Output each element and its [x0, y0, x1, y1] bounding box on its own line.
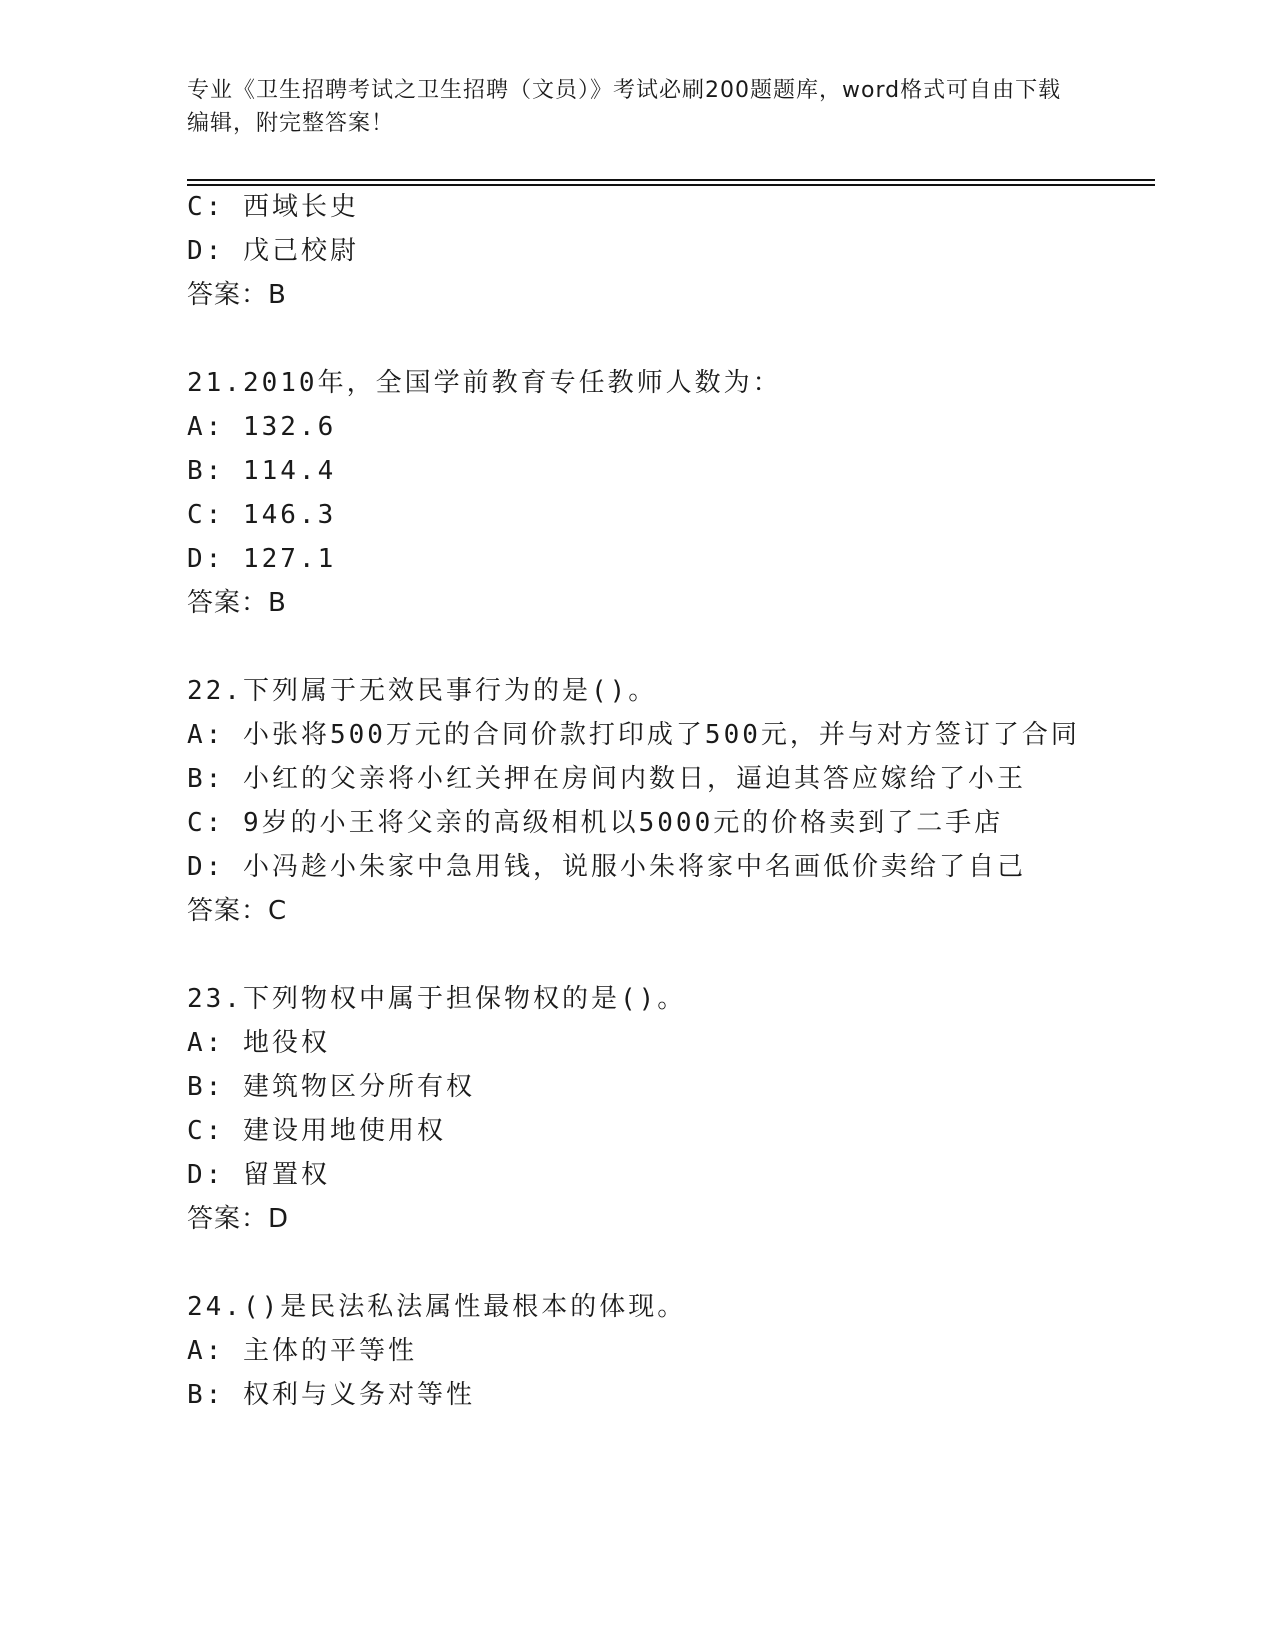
option-a: A: 132.6 [187, 412, 337, 442]
header-divider-bottom [187, 184, 1155, 186]
option-a: A: 小张将500万元的合同价款打印成了500元，并与对方签订了合同 [187, 720, 1080, 750]
option-a: A: 地役权 [187, 1028, 330, 1058]
option-d: D: 小冯趁小朱家中急用钱，说服小朱将家中名画低价卖给了自己 [187, 852, 1026, 882]
answer-line: 答案：B [187, 280, 287, 310]
question-stem: 22.下列属于无效民事行为的是()。 [187, 676, 658, 706]
header-divider-top [187, 179, 1155, 181]
option-d: D: 留置权 [187, 1160, 330, 1190]
option-c: C: 9岁的小王将父亲的高级相机以5000元的价格卖到了二手店 [187, 808, 1004, 838]
option-b: B: 114.4 [187, 456, 337, 486]
answer-line: 答案：B [187, 588, 287, 618]
option-d: D: 戊己校尉 [187, 236, 359, 266]
option-c: C: 建设用地使用权 [187, 1116, 446, 1146]
option-b: B: 权利与义务对等性 [187, 1380, 475, 1410]
question-stem: 23.下列物权中属于担保物权的是()。 [187, 984, 687, 1014]
question-stem: 21.2010年，全国学前教育专任教师人数为： [187, 368, 782, 398]
document-header: 专业《卫生招聘考试之卫生招聘（文员）》考试必刷200题题库，word格式可自由下载编辑，附完整答案！ [187, 78, 1062, 136]
option-b: B: 小红的父亲将小红关押在房间内数日，逼迫其答应嫁给了小王 [187, 764, 1026, 794]
option-b: B: 建筑物区分所有权 [187, 1072, 475, 1102]
option-d: D: 127.1 [187, 544, 337, 574]
option-c: C: 146.3 [187, 500, 337, 530]
answer-line: 答案：D [187, 1204, 290, 1234]
option-c: C: 西域长史 [187, 192, 359, 222]
answer-line: 答案：C [187, 896, 288, 926]
question-stem: 24.()是民法私法属性最根本的体现。 [187, 1292, 687, 1322]
option-a: A: 主体的平等性 [187, 1336, 417, 1366]
